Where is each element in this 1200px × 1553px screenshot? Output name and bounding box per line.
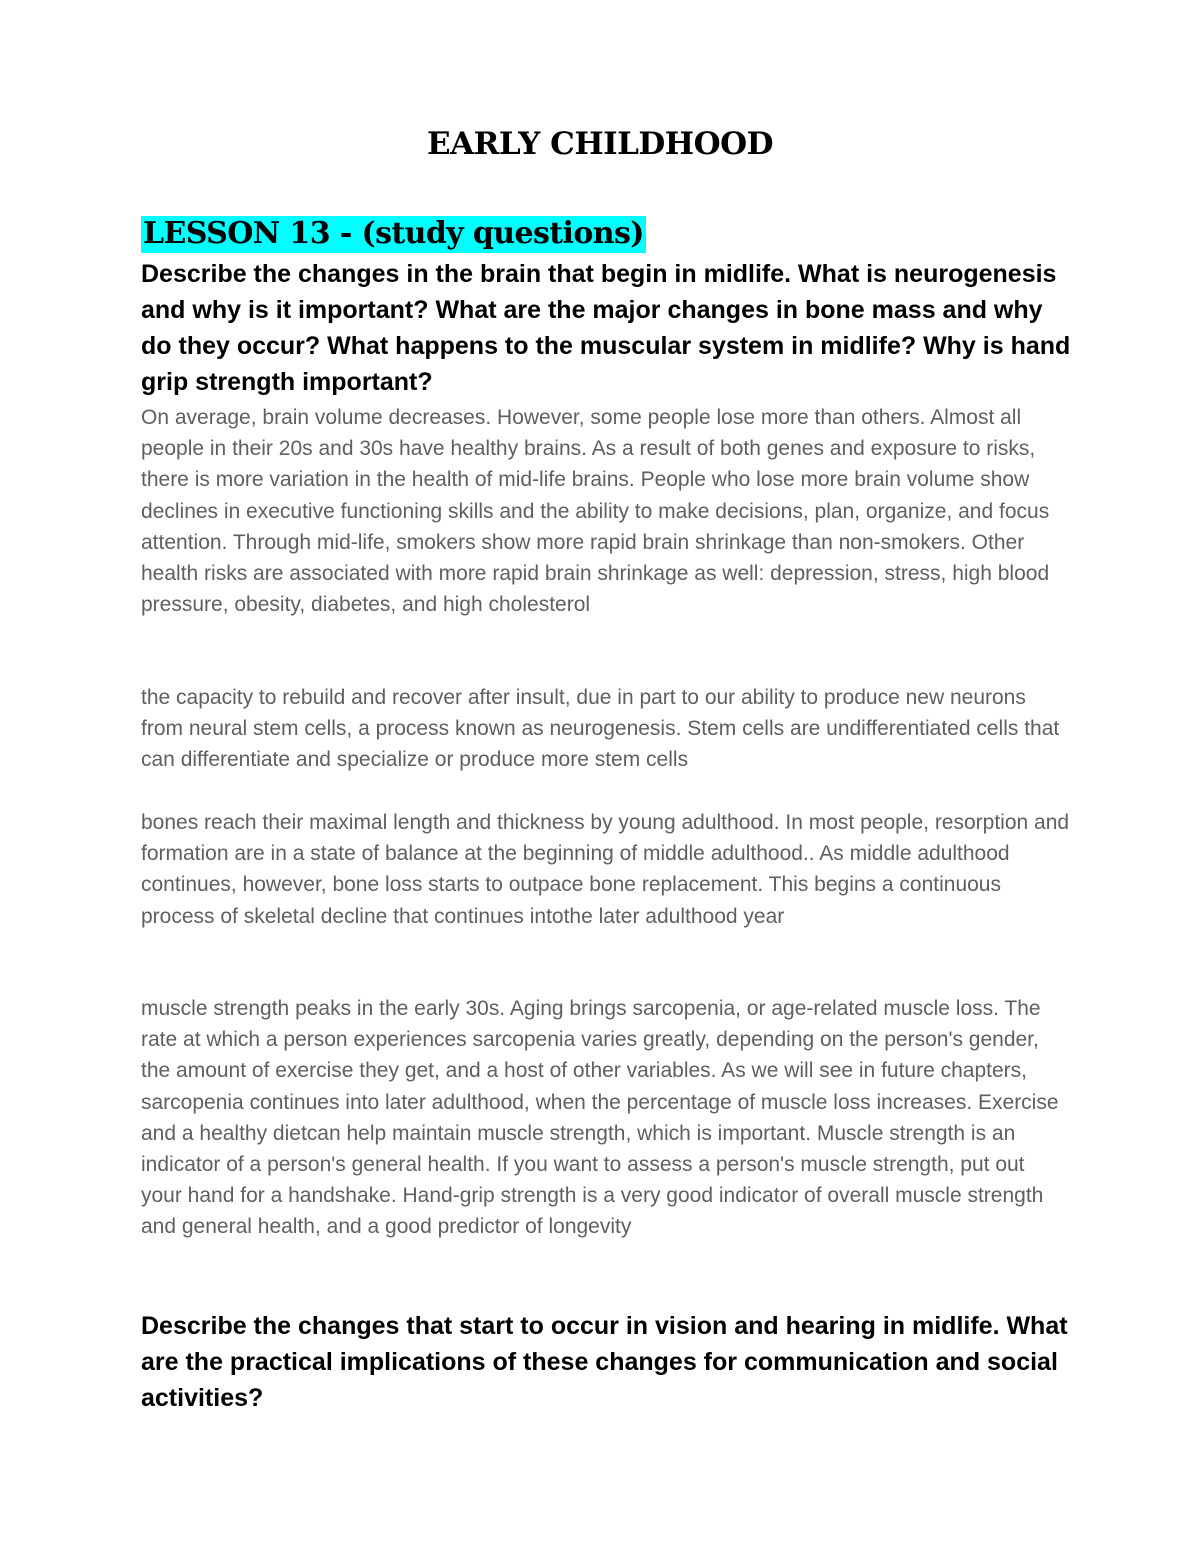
answer-neurogenesis: the capacity to rebuild and recover after insult, due in part to our ability to produce new neurons from neural stem cells, a process known as neurogenesis. Stem cells are undifferentiated cells that can differentiate and specialize or produce more stem cells [141, 686, 1060, 772]
answer-brain-volume: On average, brain volume decreases. However, some people lose more than others. Almost all people in their 20s and 30s have healthy brains. As a result of both genes and exposure to risks, there is more variation in the health of mid-life brains. People who lose more brain volume show declines in executive functioning skills and the ability to make decisions, plan, organize, and focus attention. Through mid-life, smokers show more rapid brain shrinkage than non-smokers. Other health risks are associated with more rapid brain shrinkage as well: depression, stress, high blood pressure, obesity, diabetes, and high cholesterol [141, 406, 1050, 617]
study-question-1: Describe the changes in the brain that begin in midlife. What is neurogenesis and why is it important? What are the major changes in bone mass and why do they occur? What happens to the muscular system in midlife? Why is hand grip strength important? [141, 260, 1071, 396]
answer-muscular-system: muscle strength peaks in the early 30s. Aging brings sarcopenia, or age-related muscle loss. The rate at which a person experiences sarcopenia varies greatly, depending on the person's gender, the amount of exercise they get, and a host of other variables. As we will see in future chapters, sarcopenia continues into later adulthood, when the percentage of muscle loss increases. Exercise and a healthy dietcan help maintain muscle strength, which is important. Muscle strength is an indicator of a person's general health. If you want to assess a person's muscle strength, put out your hand for a handshake. Hand-grip strength is a very good indicator of overall muscle strength and general health, and a good predictor of longevity [141, 997, 1059, 1239]
document-title: EARLY CHILDHOOD [426, 126, 773, 162]
lesson-heading-highlight: LESSON 13 - (study questions) [143, 216, 644, 251]
lesson-heading [141, 211, 646, 257]
study-question-2: Describe the changes that start to occur in vision and hearing in midlife. What are the practical implications of these changes for communication and social activities? [141, 1312, 1068, 1412]
answer-bone-mass: bones reach their maximal length and thickness by young adulthood. In most people, resorption and formation are in a state of balance at the beginning of middle adulthood.. As middle adulthood continues, however, bone loss starts to outpace bone replacement. This begins a continuous process of skeletal decline that continues intothe later adulthood year [141, 811, 1070, 928]
